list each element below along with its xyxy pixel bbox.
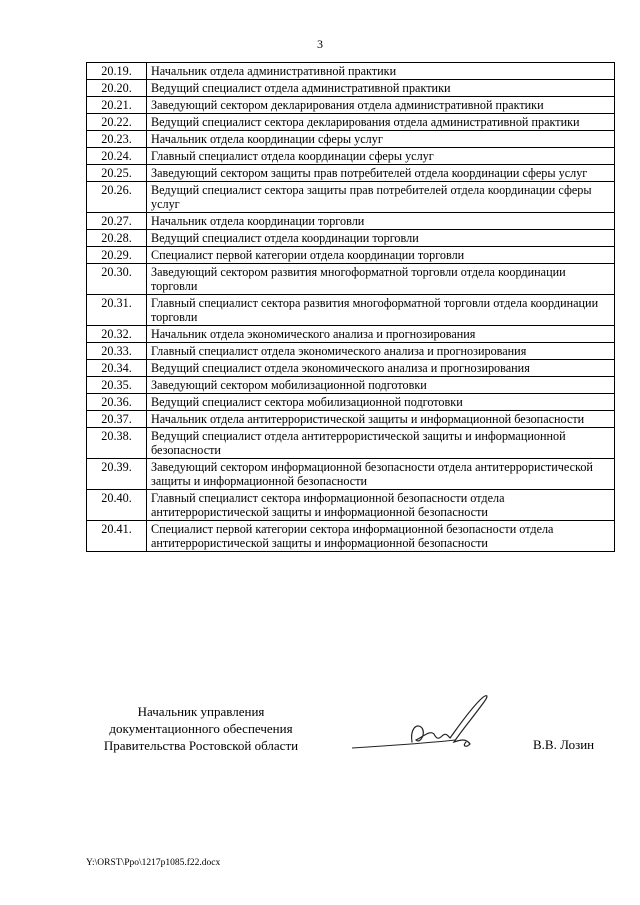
position-title: Ведущий специалист сектора мобилизационной подготовки xyxy=(147,394,615,411)
row-number: 20.38. xyxy=(87,428,147,459)
table-row xyxy=(87,521,615,552)
table-row xyxy=(87,182,615,213)
position-title: Начальник отдела экономического анализа и прогнозирования xyxy=(147,326,615,343)
signer-name: В.В. Лозин xyxy=(533,737,595,752)
row-number: 20.35. xyxy=(87,377,147,394)
table-row xyxy=(87,295,615,326)
row-number: 20.25. xyxy=(87,165,147,182)
position-title: Ведущий специалист отдела антитеррористической защиты и информационной безопасности xyxy=(147,428,615,459)
row-number: 20.40. xyxy=(87,490,147,521)
table-row xyxy=(87,131,615,148)
position-title: Заведующий сектором развития многоформатной торговли отдела координации торговли xyxy=(147,264,615,295)
table-row xyxy=(87,80,615,97)
row-number: 20.36. xyxy=(87,394,147,411)
table-row xyxy=(87,360,615,377)
table-row xyxy=(87,114,615,131)
position-title: Начальник отдела антитеррористической защиты и информационной безопасности xyxy=(147,411,615,428)
position-line-2: документационного обеспечения xyxy=(109,721,293,736)
table-row xyxy=(87,490,615,521)
position-title: Начальник отдела административной практики xyxy=(147,63,615,80)
position-title: Заведующий сектором информационной безопасности отдела антитеррористической защиты и информационной безопасности xyxy=(147,459,615,490)
position-title: Начальник отдела координации торговли xyxy=(147,213,615,230)
file-path: Y:\ORST\Ppo\1217p1085.f22.docx xyxy=(86,858,221,868)
row-number: 20.41. xyxy=(87,521,147,552)
positions-table xyxy=(86,62,615,552)
signature-position-block xyxy=(86,703,316,754)
page-number: 3 xyxy=(317,37,323,51)
row-number: 20.26. xyxy=(87,182,147,213)
table-row xyxy=(87,230,615,247)
row-number: 20.31. xyxy=(87,295,147,326)
row-number: 20.33. xyxy=(87,343,147,360)
table-row xyxy=(87,377,615,394)
table-row xyxy=(87,63,615,80)
row-number: 20.24. xyxy=(87,148,147,165)
positions-table-body xyxy=(87,63,615,552)
table-row xyxy=(87,326,615,343)
table-row xyxy=(87,247,615,264)
position-line-3: Правительства Ростовской области xyxy=(103,738,299,753)
row-number: 20.34. xyxy=(87,360,147,377)
position-title: Заведующий сектором мобилизационной подготовки xyxy=(147,377,615,394)
row-number: 20.37. xyxy=(87,411,147,428)
position-title: Ведущий специалист сектора декларирования отдела административной практики xyxy=(147,114,615,131)
row-number: 20.27. xyxy=(87,213,147,230)
position-line-1: Начальник управления xyxy=(137,704,265,719)
position-title: Заведующий сектором защиты прав потребителей отдела координации сферы услуг xyxy=(147,165,615,182)
row-number: 20.29. xyxy=(87,247,147,264)
row-number: 20.19. xyxy=(87,63,147,80)
row-number: 20.21. xyxy=(87,97,147,114)
position-title: Ведущий специалист отдела экономического анализа и прогнозирования xyxy=(147,360,615,377)
position-title: Главный специалист сектора развития многоформатной торговли отдела координации торговли xyxy=(147,295,615,326)
position-title: Главный специалист отдела координации сферы услуг xyxy=(147,148,615,165)
position-title: Ведущий специалист отдела координации торговли xyxy=(147,230,615,247)
table-row xyxy=(87,343,615,360)
position-title: Специалист первой категории сектора информационной безопасности отдела антитеррористической защиты и информационной безопасности xyxy=(147,521,615,552)
row-number: 20.23. xyxy=(87,131,147,148)
table-row xyxy=(87,213,615,230)
row-number: 20.30. xyxy=(87,264,147,295)
table-row xyxy=(87,165,615,182)
position-title: Ведущий специалист отдела административной практики xyxy=(147,80,615,97)
table-row xyxy=(87,459,615,490)
row-number: 20.22. xyxy=(87,114,147,131)
row-number: 20.39. xyxy=(87,459,147,490)
position-title: Главный специалист сектора информационной безопасности отдела антитеррористической защиты и информационной безопасности xyxy=(147,490,615,521)
table-row xyxy=(87,148,615,165)
position-title: Главный специалист отдела экономического анализа и прогнозирования xyxy=(147,343,615,360)
table-row xyxy=(87,264,615,295)
row-number: 20.28. xyxy=(87,230,147,247)
table-row xyxy=(87,97,615,114)
handwritten-signature xyxy=(350,690,500,760)
position-title: Ведущий специалист сектора защиты прав потребителей отдела координации сферы услуг xyxy=(147,182,615,213)
position-title: Заведующий сектором декларирования отдела административной практики xyxy=(147,97,615,114)
row-number: 20.20. xyxy=(87,80,147,97)
table-row xyxy=(87,394,615,411)
position-title: Специалист первой категории отдела координации торговли xyxy=(147,247,615,264)
row-number: 20.32. xyxy=(87,326,147,343)
table-row xyxy=(87,411,615,428)
table-row xyxy=(87,428,615,459)
position-title: Начальник отдела координации сферы услуг xyxy=(147,131,615,148)
